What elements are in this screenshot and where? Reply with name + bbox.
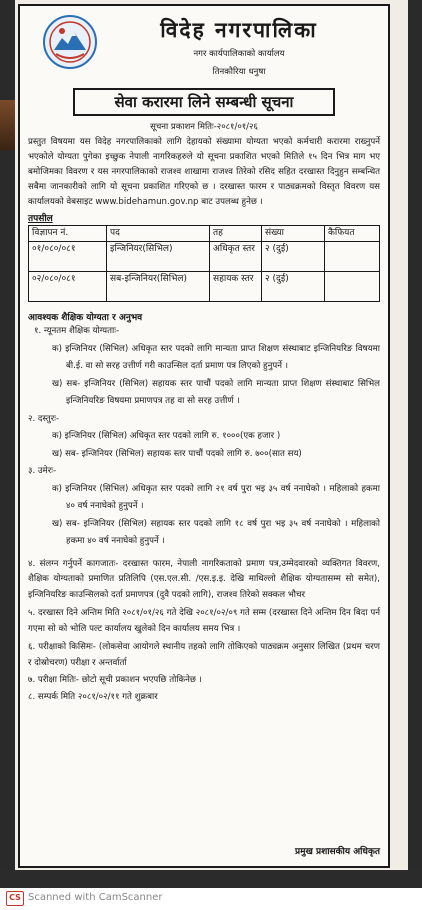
table-cell: अधिकृत स्तर xyxy=(210,242,262,272)
scanner-footer xyxy=(0,888,422,910)
column-header: पद xyxy=(107,226,210,242)
adjacent-page-strip-right xyxy=(408,0,422,870)
table-header-row xyxy=(29,226,380,242)
fee-item-ka: क) इन्जिनियर (सिभिल) अधिकृत स्तर पदको लागि रु. १०००(एक हजार ) xyxy=(52,431,281,441)
fee-item-kha: ख) सब- इन्जिनियर (सिभिल) सहायक स्तर पाचौं पदको लागि रु. ७००(सात सय) xyxy=(52,448,302,459)
column-header: तह xyxy=(210,226,262,242)
column-header: कैफियत xyxy=(325,226,380,242)
office-location: तिनकौरिया धनुषा xyxy=(212,67,266,77)
intro-paragraph: प्रस्तुत विषयमा यस विदेह नगरपालिकाको लागि देहायको संख्यामा योग्यता भएको कर्मचारी करारमा राख्नुपर्ने भएकोले योग्यता पुगेका इच्छुक नेपाली नागरिकहरुले यो सूचना प्रकाशित भएको मितिले १५ दिन भित्र माग भए बमोजिमका विवरण र यस नगरपालिकाको राजश्व शाखामा राजश्व तिरेको रसिद सहित दरखास्त दिनुहुन सम्बन्धित सबैमा जानकारीको लागि यो सूचना प्रकाशित गरिएको छ । दरखास्त फारम र पाठ्यक्रमको विस्तृत विवरण यस कार्यालयको वेबसाइट www.bidehamun.gov.np बाट उपलब्ध हुनेछ । xyxy=(28,137,380,207)
table-cell: सहायक स्तर xyxy=(210,272,262,302)
notice-title: सेवा करारमा लिने सम्बन्धी सूचना xyxy=(73,88,335,116)
contact-date-item: ८. सम्पर्क मिति २०८१/०२/११ गते शुक्रबार xyxy=(28,691,158,702)
adjacent-photo-fragment xyxy=(0,100,15,150)
table-cell: २ (दुई) xyxy=(262,272,325,302)
qualification-item-ka: क) इन्जिनियर (सिभिल) अधिकृत स्तर पदको लागि मान्यता प्राप्त शिक्षण संस्थाबाट इन्जिनियरिङ विषयमा बी.ई. वा सो सरह उत्तीर्ण गरी काउन्सिल दर्ता प्रमाण पत्र लिएको हुनुपर्ने । xyxy=(52,343,380,371)
deadline-item: ५. दरखास्त दिने अन्तिम मिति २०८१/०१/२६ गते देखि २०८१/०२/०९ गते सम्म (दरखास्त दिने अन्तिम दिन बिदा पर्न गएमा सो को भोलि पल्ट कार्यालय खुलेको दिन कार्यालय समय भित्र । xyxy=(28,608,380,634)
fee-label: २. दस्तुरः- xyxy=(28,413,60,424)
table-row xyxy=(29,272,380,302)
table-cell: ०२/०८०/०८१ xyxy=(29,272,107,302)
min-qualification-label: १. न्यूनतम शैक्षिक योग्यताः- xyxy=(34,326,120,336)
qualification-heading: आवश्यक शैक्षिक योग्यता र अनुभव xyxy=(28,313,143,323)
table-cell: ०१/०८०/०८१ xyxy=(29,242,107,272)
notice-document xyxy=(18,4,390,868)
exam-type-item: ६. परीक्षाको किसिमः- (लोकसेवा आयोगले स्थानीय तहको लागि तोकिएको पाठ्यक्रम अनुसार लिखित (प्रथम चरण र दोस्रोचरण) परीक्षा र अन्तर्वार्ता xyxy=(28,642,380,668)
qualification-item-kha: ख) सब- इन्जिनियर (सिभिल) सहायक स्तर पाचौं पदको लागि मान्यता प्राप्त शिक्षण संस्थाबाट सिभिल इन्जिनियरिङ विषयमा प्रमाणपत्र तह वा सो सरह उत्तीर्ण । xyxy=(52,378,380,406)
posts-table xyxy=(28,225,380,302)
adjacent-page-strip-left xyxy=(0,0,15,870)
column-header: विज्ञापन नं. xyxy=(29,226,107,242)
table-cell xyxy=(325,242,380,272)
signature-title: प्रमुख प्रशासकीय अधिकृत xyxy=(294,847,380,857)
table-cell: सब-इन्जिनियर(सिभिल) xyxy=(107,272,210,302)
table-cell xyxy=(325,272,380,302)
adjacent-page-strip-bottom xyxy=(0,870,422,888)
exam-date-item: ७. परीक्षा मितिः- छोटो सूची प्रकाशन भएपछि तोकिनेछ । xyxy=(28,675,202,685)
office-name: नगर कार्यपालिकाको कार्यालय xyxy=(193,49,285,59)
details-label: तपसील xyxy=(28,214,53,224)
column-header: संख्या xyxy=(262,226,325,242)
documents-item: ४. संलग्न गर्नुपर्ने कागजातः- दरखास्त फारम, नेपाली नागरिकताको प्रमाण पत्र,उम्मेदवारको व्यक्तिगत विवरण, शैक्षिक योग्यताको प्रमाणित प्रतिलिपि (एस.एल.सी. /एस.इ.इ. देखि माथिल्लो शैक्षिक योग्यतासम्म सो समेत), इन्जिनियरिङ काउन्सिलको दर्ता प्रमाणपत्र (दुवै पदको लागि), राजश्व तिरेको सक्कल भौचर xyxy=(28,558,380,600)
municipality-name: विदेह नगरपालिका xyxy=(160,17,318,42)
age-item-kha: ख) सब- इन्जिनियर (सिभिल) सहायक स्तर पदको लागि १८ वर्ष पुरा भइ ३५ वर्ष ननाघेको । महिलाको हकमा ४० वर्ष ननाघेको हुनुपर्ने । xyxy=(52,518,380,546)
age-label: ३. उमेरः- xyxy=(28,466,57,476)
table-cell: इन्जिनियर(सिभिल) xyxy=(107,242,210,272)
table-cell: २ (दुई) xyxy=(262,242,325,272)
camscanner-badge-icon: CS xyxy=(6,891,24,906)
age-item-ka: क) इन्जिनियर (सिभिल) अधिकृत स्तर पदको लागि २१ वर्ष पुरा भइ ३५ वर्ष ननाघेको । महिलाको हकमा ४० वर्ष ननाघेको हुनुपर्ने । xyxy=(52,483,380,511)
table-row xyxy=(29,242,380,272)
notice-header xyxy=(28,12,380,88)
publish-date: सूचना प्रकाशन मितिः-२०८१/०१/२६ xyxy=(150,122,258,132)
scanner-watermark-text: Scanned with CamScanner xyxy=(28,892,163,903)
